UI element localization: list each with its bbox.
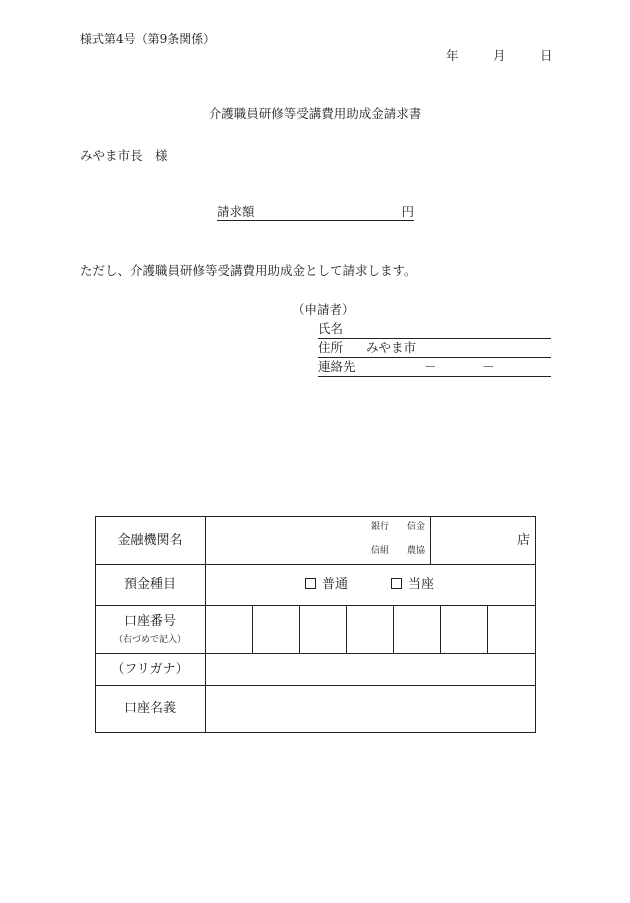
bank-type-shinkumi: 信組 [371,546,390,556]
date-month-label: 月 [493,48,506,63]
bank-type-shinkin: 信金 [407,522,426,532]
branch-suffix: 店 [517,533,531,548]
applicant-contact-label: 連絡先 [318,359,356,374]
account-digit-5[interactable] [394,606,440,653]
claim-amount-field[interactable] [217,206,414,221]
applicant-contact-field[interactable] [318,360,551,377]
deposit-type-label: 預金種目 [123,577,176,592]
contact-separator-1: － [424,359,437,374]
applicant-address-label: 住所 [318,340,344,355]
claim-amount-unit: 円 [401,204,414,219]
furigana-label: （フリガナ） [111,662,189,677]
account-digit-2[interactable] [253,606,299,653]
document-title: 介護職員研修等受講費用助成金請求書 [208,106,422,121]
institution-name-label: 金融機関名 [117,533,183,548]
date-year-label: 年 [446,48,459,63]
deposit-option-futsu[interactable] [305,578,348,591]
checkbox-icon [305,578,316,589]
addressee: みやま市長 様 [80,148,168,163]
claim-statement: ただし、介護職員研修等受講費用助成金として請求します。 [80,263,417,278]
applicant-address-field[interactable] [318,341,551,358]
checkbox-icon [391,578,402,589]
deposit-option-toza-label: 当座 [408,577,435,592]
applicant-address-value: みやま市 [366,340,417,355]
form-number: 様式第4号（第9条関係） [80,32,216,46]
deposit-option-toza[interactable] [391,578,434,591]
claim-amount-label: 請求額 [217,204,255,219]
account-holder-label: 口座名義 [123,701,176,716]
date-day-label: 日 [540,48,553,63]
contact-separator-2: － [482,359,495,374]
applicant-name-label: 氏名 [318,321,344,336]
institution-name-field[interactable] [206,517,429,564]
account-number-label: 口座番号 [123,614,176,629]
bank-type-nokyo: 農協 [407,546,426,556]
account-digit-6[interactable] [441,606,487,653]
furigana-field[interactable] [206,654,534,685]
applicant-heading: （申請者） [292,302,355,317]
account-holder-field[interactable] [206,686,534,731]
bank-account-table [95,516,536,733]
account-digit-7[interactable] [488,606,534,653]
bank-type-bank: 銀行 [371,522,390,532]
account-digit-1[interactable] [206,606,252,653]
applicant-name-field[interactable] [318,322,551,339]
deposit-option-futsu-label: 普通 [322,577,349,592]
account-digit-3[interactable] [300,606,346,653]
account-number-note: （右づめで記入） [113,635,186,645]
account-digit-4[interactable] [347,606,393,653]
table-divider [95,564,536,565]
